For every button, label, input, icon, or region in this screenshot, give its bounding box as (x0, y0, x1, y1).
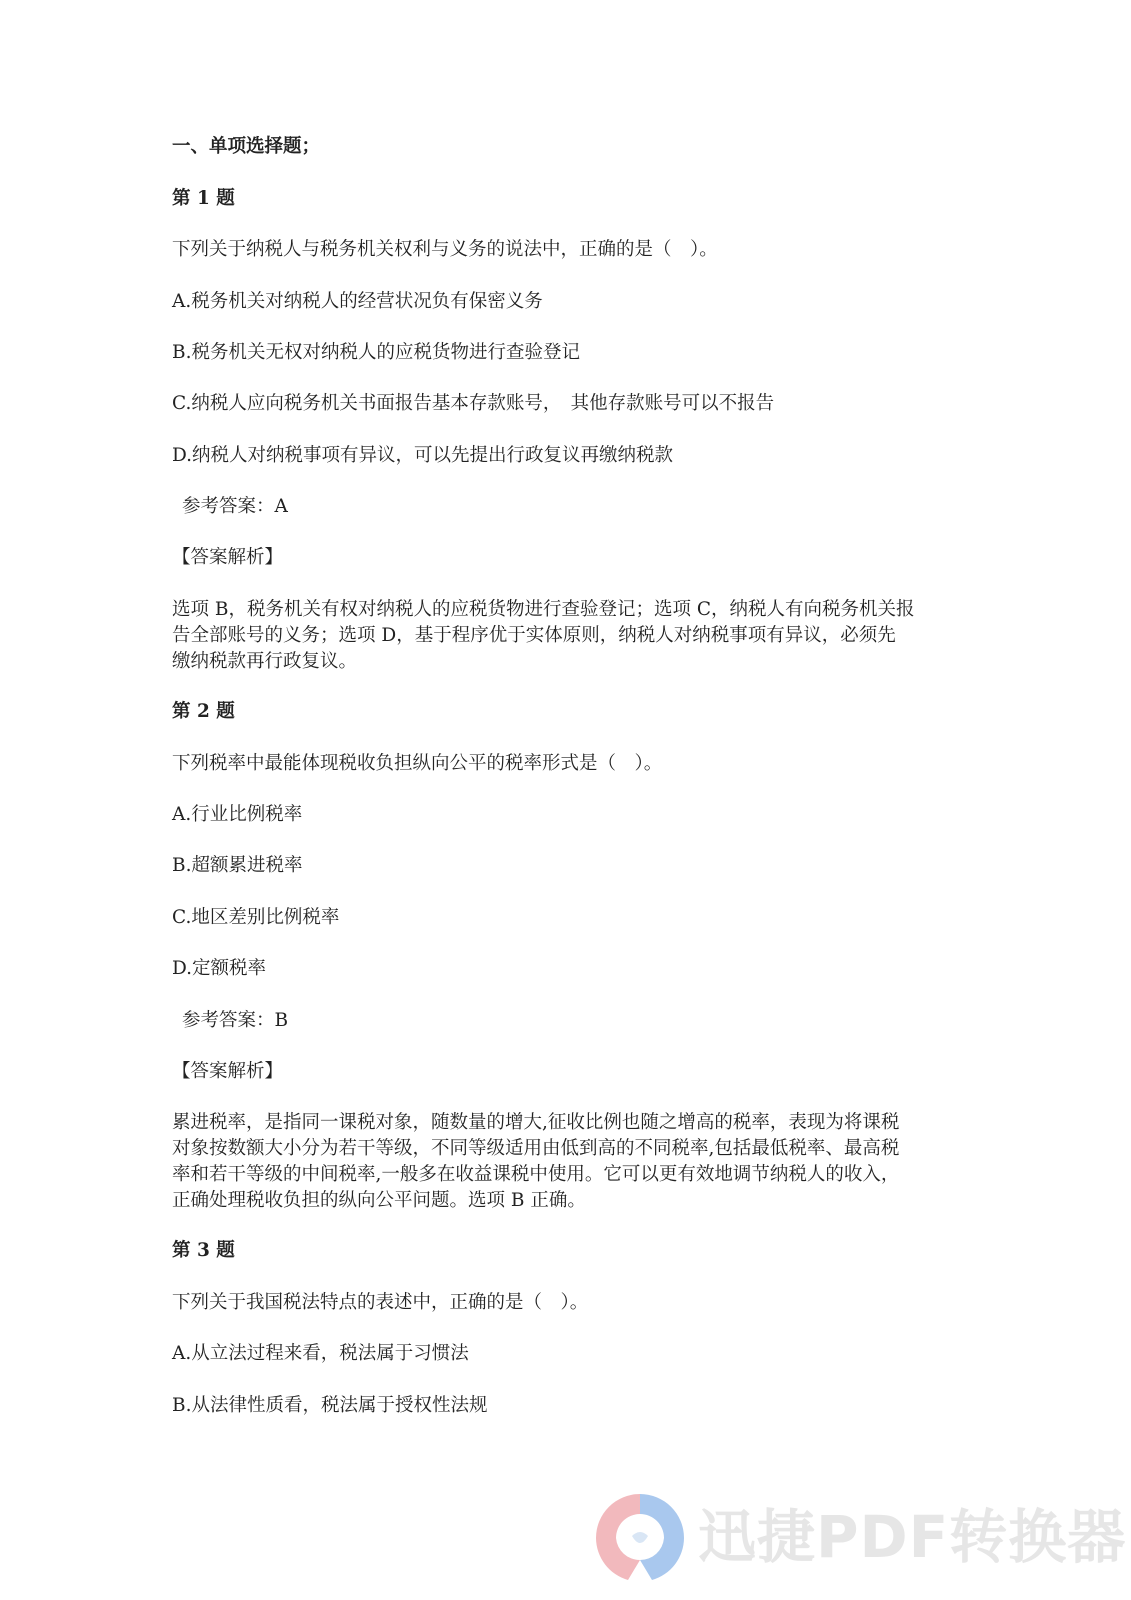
option-a: A.从立法过程来看，税法属于习惯法 (172, 1343, 469, 1364)
analysis-line: 累进税率，是指同一课税对象，随数量的增大,征收比例也随之增高的税率，表现为将课税 (172, 1112, 900, 1133)
watermark-text: 迅捷PDF转换器 (698, 1503, 1127, 1571)
reference-answer: 参考答案：B (182, 1010, 289, 1031)
analysis-line: 缴纳税款再行政复议。 (172, 651, 358, 672)
reference-answer: 参考答案：A (182, 496, 288, 517)
option-c: C.纳税人应向税务机关书面报告基本存款账号， 其他存款账号可以不报告 (172, 393, 775, 414)
section-title: 一、单项选择题； (172, 136, 321, 157)
analysis-line: 正确处理税收负担的纵向公平问题。选项 B 正确。 (172, 1190, 586, 1211)
analysis-line: 对象按数额大小分为若干等级，不同等级适用由低到高的不同税率,包括最低税率、最高税 (172, 1138, 900, 1159)
analysis-text (172, 597, 972, 675)
analysis-text (172, 1110, 972, 1214)
option-b: B.超额累进税率 (172, 855, 303, 876)
analysis-title: 【答案解析】 (172, 547, 284, 568)
option-d: D.定额税率 (172, 958, 267, 979)
option-b: B.从法律性质看，税法属于授权性法规 (172, 1395, 488, 1416)
watermark (590, 1488, 1127, 1588)
question-stem: 下列关于我国税法特点的表述中，正确的是（ ）。 (172, 1292, 589, 1313)
question-stem: 下列关于纳税人与税务机关权利与义务的说法中，正确的是（ ）。 (172, 239, 718, 260)
option-a: A.行业比例税率 (172, 804, 303, 825)
option-c: C.地区差别比例税率 (172, 907, 340, 928)
analysis-line: 选项 B，税务机关有权对纳税人的应税货物进行查验登记；选项 C，纳税人有向税务机关报 (172, 599, 915, 620)
analysis-title: 【答案解析】 (172, 1061, 284, 1082)
question-heading: 第 2 题 (172, 701, 235, 722)
question-stem: 下列税率中最能体现税收负担纵向公平的税率形式是（ ）。 (172, 753, 663, 774)
option-a: A.税务机关对纳税人的经营状况负有保密义务 (172, 291, 543, 312)
option-b: B.税务机关无权对纳税人的应税货物进行查验登记 (172, 342, 580, 363)
option-d: D.纳税人对纳税事项有异议，可以先提出行政复议再缴纳税款 (172, 445, 674, 466)
analysis-line: 告全部账号的义务；选项 D，基于程序优于实体原则，纳税人对纳税事项有异议，必须先 (172, 625, 896, 646)
question-heading: 第 3 题 (172, 1240, 235, 1261)
pdf-converter-logo-icon (590, 1488, 690, 1588)
analysis-line: 率和若干等级的中间税率,一般多在收益课税中使用。它可以更有效地调节纳税人的收入， (172, 1164, 900, 1185)
question-heading: 第 1 题 (172, 188, 235, 209)
